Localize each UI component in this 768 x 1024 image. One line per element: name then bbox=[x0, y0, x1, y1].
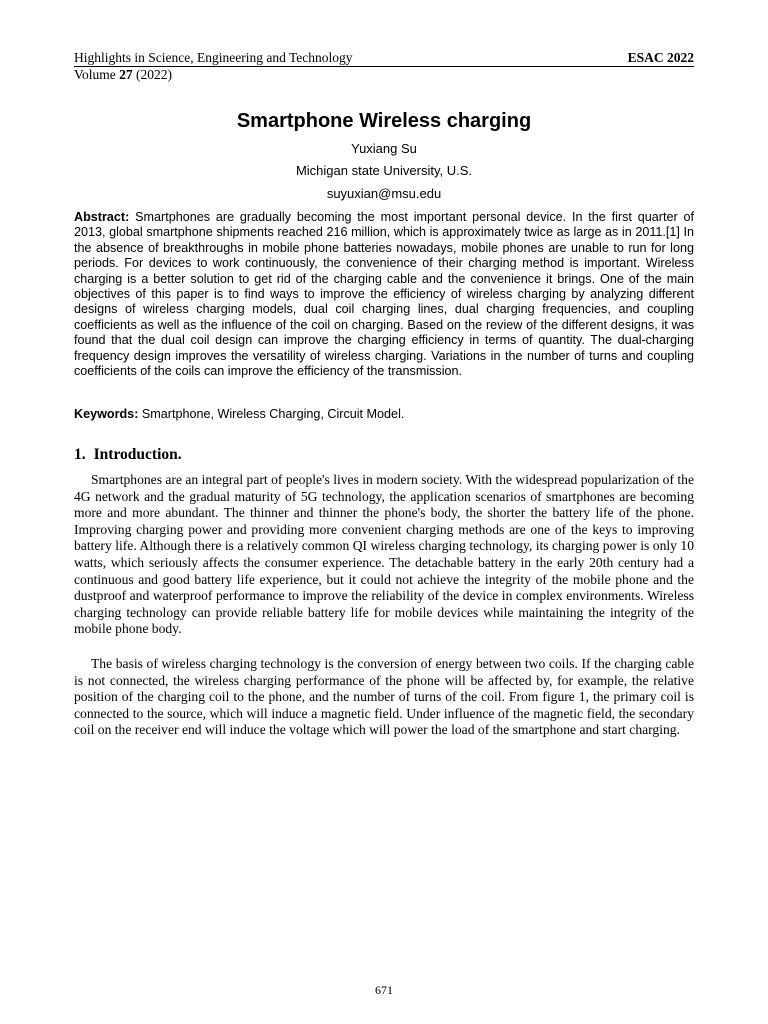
volume-line bbox=[74, 67, 694, 83]
author-email: suyuxian@msu.edu bbox=[326, 186, 442, 201]
keywords-label: Keywords: bbox=[74, 407, 139, 421]
keywords bbox=[74, 407, 694, 422]
abstract bbox=[74, 210, 694, 379]
journal-name: Highlights in Science, Engineering and Technology bbox=[74, 50, 353, 65]
keywords-text: Smartphone, Wireless Charging, Circuit Model. bbox=[138, 407, 405, 421]
page-number: 671 bbox=[375, 983, 393, 997]
abstract-text: Smartphones are gradually becoming the most important personal device. In the first quarter of 2013, global smartphone shipments reached 216 million, which is approximately twice as large as in 2011.[1] In the absence of breakthroughs in mobile phone batteries nowadays, mobile phones are unable to run for long periods. For devices to work continuously, the convenience of their charging method is important. Wireless charging is a better solution to get rid of the charging cable and the convenience it brings. One of the main objectives of this paper is to find ways to improve the efficiency of wireless charging by analyzing different designs of wireless charging models, dual coil charging lines, dual charging frequencies, and coupling coefficients as well as the influence of the coil on charging. Based on the review of the different designs, it was found that the dual coil design can improve the charging efficiency in terms of quantity. The dual-charging frequency design improves the versatility of wireless charging. Variations in the number of turns and coupling coefficients of the coils can improve the efficiency of the transmission. bbox=[74, 210, 694, 379]
section-heading bbox=[74, 445, 182, 464]
running-header bbox=[74, 50, 694, 83]
section-title: Introduction. bbox=[93, 446, 182, 463]
paper-title: Smartphone Wireless charging bbox=[236, 110, 532, 132]
header-row bbox=[74, 50, 694, 67]
author-affiliation: Michigan state University, U.S. bbox=[295, 163, 473, 178]
body-paragraph: Smartphones are an integral part of people's lives in modern society. With the widespread popularization of the 4G network and the gradual maturity of 5G technology, the application scenarios of smartphones are becoming more and more abundant. The thinner and thinner the phone's body, the shorter the battery life of the phone. Improving charging power and providing more convenient charging methods are one of the keys to improving battery life. Although there is a relatively common QI wireless charging technology, its charging power is only 10 watts, which seriously affects the consumer experience. The detachable battery in the early 20th century had a continuous and good battery life experience, but it could not achieve the integrity of the mobile phone and the dustproof and waterproof performance to improve the reliability of the device in complex environments. Wireless charging technology can provide reliable battery life for mobile devices while maintaining the integrity of the mobile phone body. bbox=[74, 472, 694, 637]
body-paragraph: The basis of wireless charging technology is the conversion of energy between two coils. If the charging cable is not connected, the wireless charging performance of the phone will be affected by, for example, the relative position of the charging coil to the phone, and the number of turns of the coil. From figure 1, the primary coil is connected to the source, which will induce a magnetic field. Under influence of the magnetic field, the secondary coil on the receiver end will induce the voltage which will power the load of the smartphone and start charging. bbox=[74, 656, 694, 738]
volume-year: (2022) bbox=[132, 67, 173, 82]
volume-number: 27 bbox=[119, 67, 133, 82]
abstract-label: Abstract: bbox=[74, 210, 130, 224]
volume-label: Volume bbox=[74, 67, 120, 82]
conference-name: ESAC 2022 bbox=[627, 50, 694, 65]
author-name: Yuxiang Su bbox=[351, 141, 417, 156]
section-number: 1. bbox=[74, 446, 86, 463]
